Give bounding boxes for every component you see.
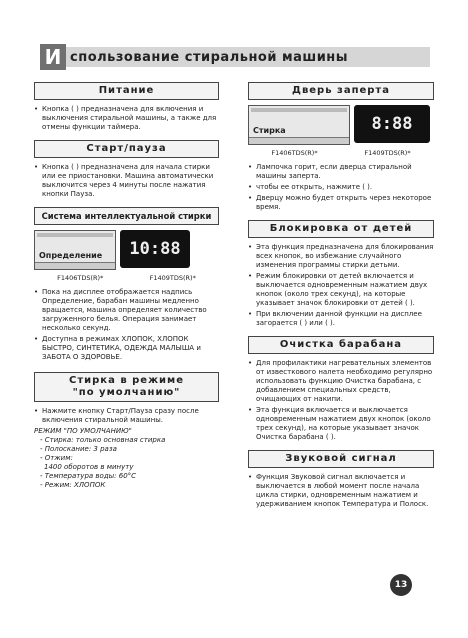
door-panel-image <box>248 105 434 145</box>
chapter-header <box>40 44 430 70</box>
right-column <box>248 82 434 511</box>
start-text: • Кнопка ( ) предназначена для начала стирки или ее приостановки. Машина автоматически выключится через 4 минуты после нажатия кнопки Пауза. <box>34 163 219 199</box>
door-text-2: • чтобы ее открыть, нажмите ( ). <box>248 183 434 192</box>
smart-captions <box>34 274 219 283</box>
childlock-heading: Блокировка от детей <box>248 220 434 238</box>
lcd-label: Определение <box>39 251 103 260</box>
start-heading: Старт/пауза <box>34 140 219 158</box>
default-heading <box>34 372 219 402</box>
default-l3: - Отжим: <box>40 454 73 462</box>
caption-1406: F1406TDS(R)* <box>57 274 104 282</box>
digit-display: 10:88 <box>120 230 190 268</box>
door-text-1: • Лампочка горит, если дверца стиральной машины заперта. <box>248 163 434 181</box>
page-number: 13 <box>390 574 412 596</box>
childlock-text-3: • При включении данной функции на дисплее загорается ( ) или ( ). <box>248 310 434 328</box>
childlock-text-2: • Режим блокировки от детей включается и выключается одновременным нажатием двух кнопок (около трех секунд), на которые указывает значок блокировки от детей ( ). <box>248 272 434 308</box>
smart-text-1: • Пока на дисплее отображается надпись Определение, барабан машины медленно вращается, машина определяет количество загруженного белья. Операция занимает несколько секунд. <box>34 288 219 333</box>
default-l4: 1400 оборотов в минуту <box>44 463 134 471</box>
default-l6: - Режим: ХЛОПОК <box>40 481 106 489</box>
smart-panel-image <box>34 230 219 270</box>
door-captions <box>248 149 434 158</box>
childlock-text-1: • Эта функция предназначена для блокирования всех кнопок, во избежание случайного изменения программы стирки детьми. <box>248 243 434 270</box>
sound-heading: Звуковой сигнал <box>248 450 434 468</box>
door-heading: Дверь заперта <box>248 82 434 100</box>
default-heading-line1: Стирка в режиме <box>69 375 184 386</box>
left-column <box>34 82 219 490</box>
door-lcd <box>248 105 350 145</box>
door-text-3: • Дверцу можно будет открыть через некоторое время. <box>248 194 434 212</box>
default-l2: - Полоскание: 3 раза <box>40 445 117 453</box>
default-l5: - Температура воды: 60°C <box>40 472 137 480</box>
door-caption-1409: F1409TDS(R)* <box>364 149 411 157</box>
default-mode: РЕЖИМ "ПО УМОЛЧАНИЮ" <box>34 427 132 435</box>
default-l1: - Стирка: только основная стирка <box>40 436 166 444</box>
door-lcd-label: Стирка <box>253 126 286 135</box>
chapter-initial: И <box>40 44 66 70</box>
power-text: • Кнопка ( ) предназначена для включения и выключения стиральной машины, а также для отмены функции таймера. <box>34 105 219 132</box>
sound-text: • Функция Звуковой сигнал включается и выключается в любой момент после начала цикла стирки, одновременным нажатием и удерживанием кнопок Температура и Полоск. <box>248 473 434 509</box>
power-heading: Питание <box>34 82 219 100</box>
door-caption-1406: F1406TDS(R)* <box>271 149 318 157</box>
smart-heading: Система интеллектуальной стирки <box>34 207 219 225</box>
drum-heading: Очистка барабана <box>248 336 434 354</box>
default-text: • Нажмите кнопку Старт/Пауза сразу после включения стиральной машины. <box>34 407 219 425</box>
smart-text-2: • Доступна в режимах ХЛОПОК, ХЛОПОК БЫСТРО, СИНТЕТИКА, ОДЕЖДА МАЛЫША и ЗАБОТА О ЗДОРОВЬЕ. <box>34 335 219 362</box>
door-digit-display: 8:88 <box>354 105 430 143</box>
drum-text-2: • Эта функция включается и выключается одновременным нажатием двух кнопок (около трех секунд), на которые указывает значок Очистка барабана ( ). <box>248 406 434 442</box>
lcd-display <box>34 230 116 270</box>
default-heading-line2: "по умолчанию" <box>72 387 181 398</box>
caption-1409: F1409TDS(R)* <box>149 274 196 282</box>
chapter-title: спользование стиральной машины <box>66 47 430 67</box>
drum-text-1: • Для профилактики нагревательных элементов от известкового налета необходимо регулярно использовать функцию Очистка барабана, с добавлением специальных средств, очищающих от накипи. <box>248 359 434 404</box>
